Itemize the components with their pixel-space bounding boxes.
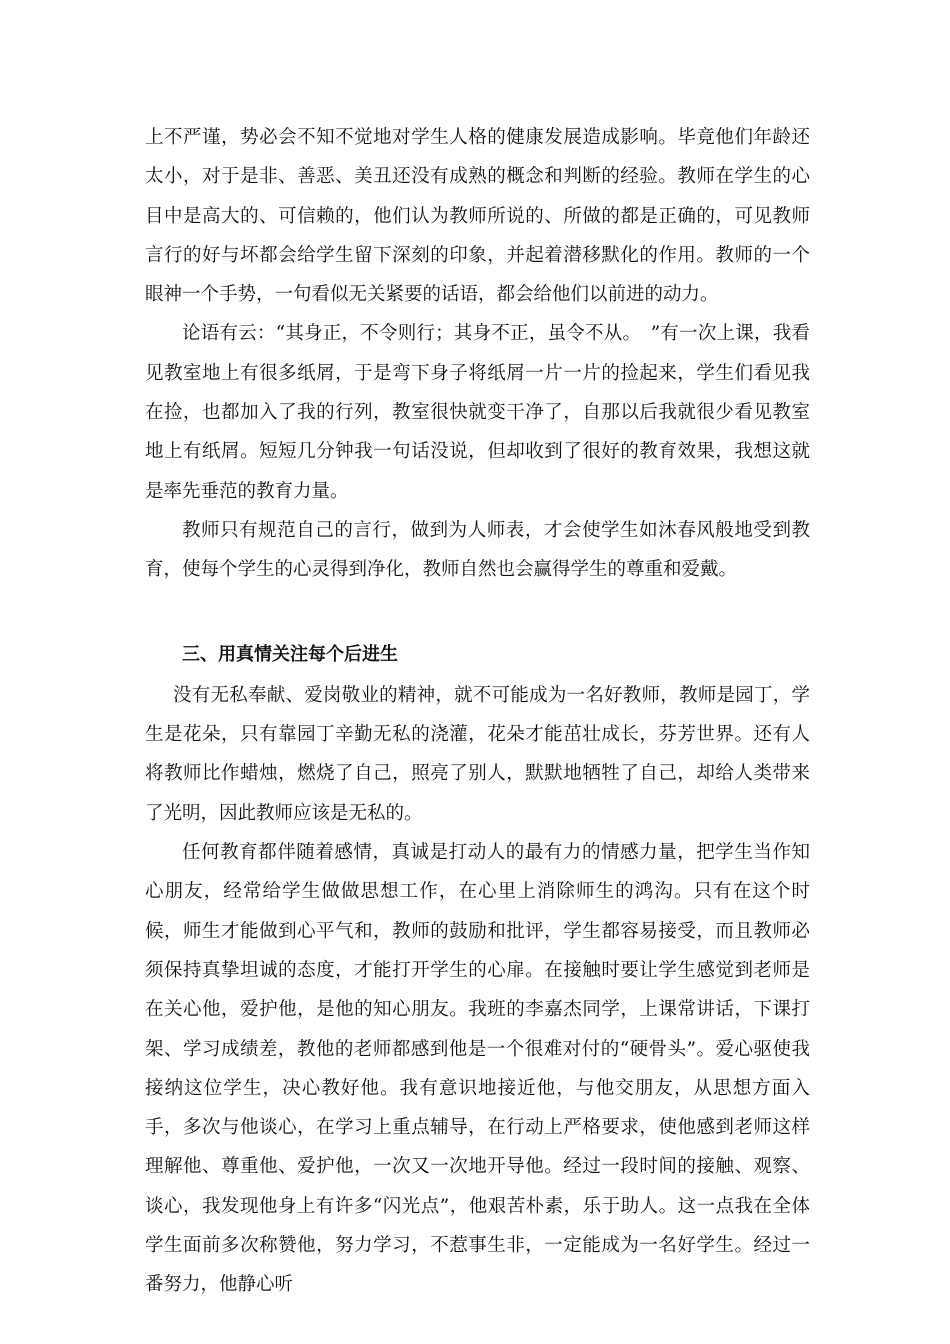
section-heading: 三、用真情关注每个后进生 bbox=[182, 643, 398, 665]
paragraph-emotion: 任何教育都伴随着感情，真诚是打动人的最有力的情感力量，把学生当作知心朋友，经常给学生做做思想工作，在心里上消除师生的鸿沟。只有在这个时候，师生才能做到心平气和，教师的鼓励和批评，学生都容易接受，而且教师必须保持真挚坦诚的态度，才能打开学生的心扉。在接触时要让学生感觉到老师是在关心他，爱护他，是他的知心朋友。我班的李嘉杰同学，上课常讲话，下课打架、学习成绩差，教他的老师都感到他是一个很难对付的“硬骨头”。爱心驱使我接纳这位学生，决心教好他。我有意识地接近他，与他交朋友，从思想方面入手，多次与他谈心，在学习上重点辅导，在行动上严格要求，使他感到老师这样理解他、尊重他、爱护他，一次又一次地开导他。经过一段时间的接触、观察、谈心，我发现他身上有许多“闪光点”，他艰苦朴素，乐于助人。这一点我在全体学生面前多次称赞他，努力学习，不惹事生非，一定能成为一名好学生。经过一番努力，他静心听 bbox=[145, 842, 810, 1296]
paragraph-dedication: 没有无私奉献、爱岗敬业的精神，就不可能成为一名好教师，教师是园丁，学生是花朵，只有靠园丁辛勤无私的浇灌，花朵才能茁壮成长，芬芳世界。还有人将教师比作蜡烛，燃烧了自己，照亮了别人，默默地牺牲了自己，却给人类带来了光明，因此教师应该是无私的。 bbox=[145, 684, 810, 824]
document-page bbox=[145, 118, 810, 1305]
paragraph-analects: 论语有云：“其身正，不令则行；其身不正，虽令不从。 ”有一次上课，我看见教室地上有很多纸屑，于是弯下身子将纸屑一片一片的捡起来，学生们看见我在捡，也都加入了我的行列，教室很快就变干净了，自那以后我就很少看见教室地上有纸屑。短短几分钟我一句话没说，但却收到了很好的教育效果，我想这就是率先垂范的教育力量。 bbox=[145, 323, 810, 502]
paragraph-continued: 上不严谨，势必会不知不觉地对学生人格的健康发展造成影响。毕竟他们年龄还太小，对于是非、善恶、美丑还没有成熟的概念和判断的经验。教师在学生的心目中是高大的、可信赖的，他们认为教师所说的、所做的都是正确的，可见教师言行的好与坏都会给学生留下深刻的印象，并起着潜移默化的作用。教师的一个眼神一个手势，一句看似无关紧要的话语，都会给他们以前进的动力。 bbox=[145, 127, 810, 306]
paragraph-teacher-conduct: 教师只有规范自己的言行，做到为人师表，才会使学生如沐春风般地受到教育，使每个学生的心灵得到净化，教师自然也会赢得学生的尊重和爱戴。 bbox=[145, 519, 810, 581]
